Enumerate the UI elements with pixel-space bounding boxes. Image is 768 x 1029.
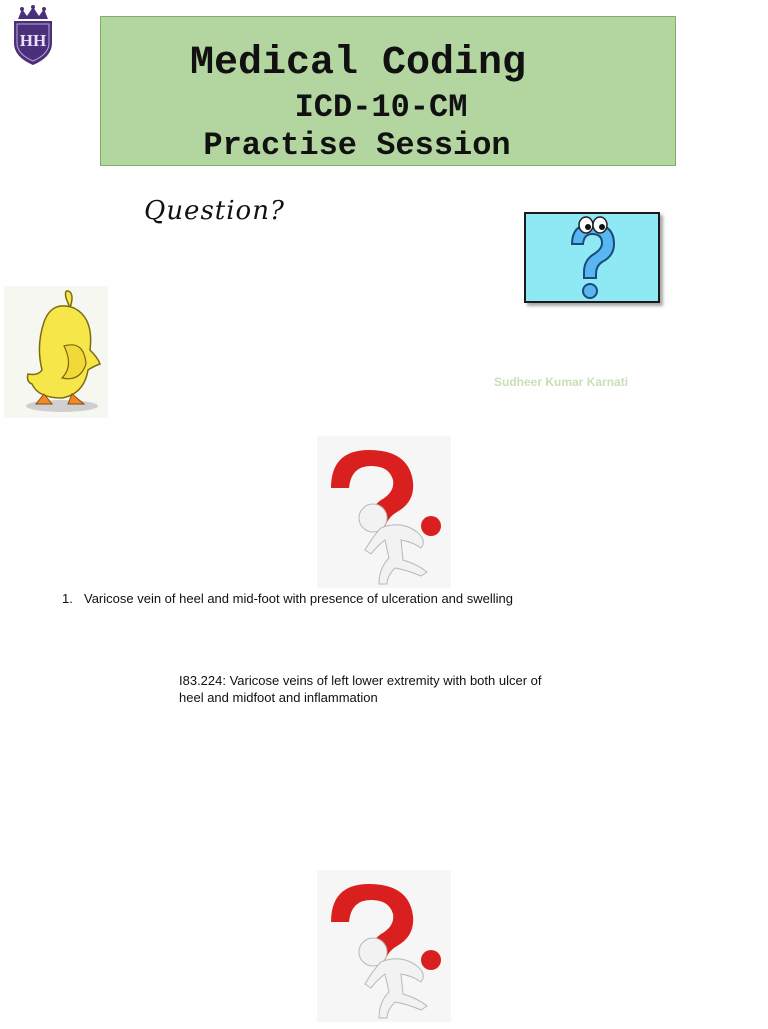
crest-logo-icon — [8, 5, 58, 67]
banner-session: Practise Session — [203, 127, 511, 164]
question-text: Varicose vein of heel and mid-foot with presence of ulceration and swelling — [84, 591, 513, 606]
question-number: 1. — [62, 591, 73, 606]
person-carrying-question-mark-icon — [317, 436, 451, 588]
duck-cartoon-icon — [4, 286, 108, 418]
person-carrying-question-mark-icon — [317, 870, 451, 1022]
question-mark-eyes-icon — [524, 212, 660, 303]
question-word-art — [142, 186, 285, 246]
banner-subtitle: ICD-10-CM — [294, 89, 468, 126]
banner-title: Medical Coding — [189, 41, 527, 86]
logo-monogram: HH — [19, 31, 47, 50]
question-word-text: Question? — [144, 196, 285, 226]
author-name: Sudheer Kumar Karnati — [494, 375, 629, 389]
question-item — [62, 590, 513, 607]
title-banner — [100, 16, 676, 166]
answer-text: I83.224: Varicose veins of left lower extremity with both ulcer of heel and midfoot and inflammation — [179, 673, 542, 705]
